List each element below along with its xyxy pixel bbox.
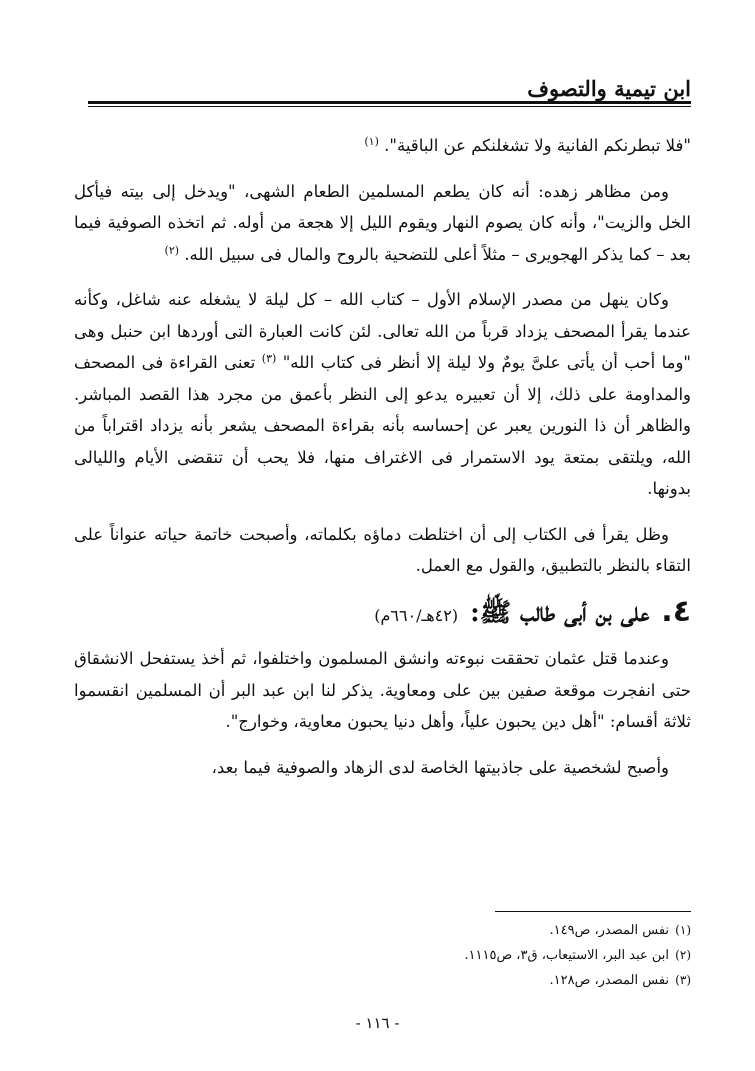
body-text	[74, 130, 691, 797]
footnote-number: (٣)	[675, 973, 691, 987]
paragraph-quote	[74, 130, 691, 162]
footnote-ref-2[interactable]: (٢)	[164, 243, 180, 257]
header-rule	[88, 101, 691, 104]
paragraph-ali-appeal	[74, 752, 691, 784]
paragraph-text: "فلا تبطرنكم الفانية ولا تشغلنكم عن الباقية".	[384, 136, 691, 155]
page-number: - ١١٦ -	[355, 1014, 400, 1032]
paragraph-text: وأصبح لشخصية على جاذبيتها الخاصة لدى الزهاد والصوفية فيما بعد،	[211, 757, 669, 777]
footnote-ref-3[interactable]: (٣)	[261, 352, 277, 365]
paragraph-text: وعندما قتل عثمان تحققت نبوءته وانشق المسلمون واختلفوا، ثم أخذ يستفحل الانشقاق حتى انفجرت موقعة صفين بين على ومعاوية. يذكر لنا ابن عبد البر أن المسلمين انقسموا ثلاثة أقسام: "أهل دين يحبون علياً، وأهل دنيا يحبون معاوية، وخوارج".	[74, 649, 691, 731]
section-title: على بن أبى طالب ﷺ:	[470, 597, 650, 628]
footnote-3	[200, 968, 691, 993]
paragraph-text: تعنى القراءة فى المصحف والمداومة على ذلك، إلا أن تعبيره يدعو إلى النظر بأعمق من مجرد هذا القصد المباشر. والظاهر أن ذا النورين يعبر عن إحساسه بأنه بقراءة المصحف يشعر بأنه يزداد اقتراباً من الله، ويلتقى بمتعة يود الاستمرار فى الاغتراف منها، فلا يحب أن تنقضى الأيام والليالى بدونها.	[74, 353, 691, 498]
footnote-1	[200, 918, 691, 943]
footnote-number: (١)	[675, 923, 691, 937]
footnotes	[200, 918, 691, 993]
footnote-text: نفس المصدر، ص١٢٨.	[549, 973, 670, 988]
footnote-separator	[495, 911, 691, 912]
footnote-number: (٢)	[675, 948, 691, 962]
paragraph-division	[74, 643, 691, 738]
section-heading	[74, 593, 691, 632]
section-number: ٤.	[661, 593, 691, 629]
footnote-2	[200, 943, 691, 968]
paragraph-asceticism	[74, 176, 691, 271]
footnote-ref-1[interactable]: (١)	[364, 135, 379, 148]
footnote-text: ابن عبد البر، الاستيعاب، ق٣، ص١١١٥.	[464, 948, 670, 963]
section-dates: (٤٢هـ/٦٦٠م)	[374, 605, 459, 625]
paragraph-text: وظل يقرأ فى الكتاب إلى أن اختلطت دماؤه بكلماته، وأصبحت خاتمة حياته عنواناً على التقاء بالنظر بالتطبيق، والقول مع العمل.	[74, 524, 691, 575]
footnote-text: نفس المصدر، ص١٤٩.	[549, 923, 670, 938]
paragraph-text: وكان ينهل من مصدر الإسلام الأول – كتاب الله – كل ليلة لا يشغله عنه شاغل، وكأنه عندما يقرأ المصحف يزداد قرباً من الله تعالى. لئن كانت العبارة التى أوردها ابن حنبل وهى "وما أحب أن يأتى علىَّ يومٌ ولا ليلة إلا أنظر فى كتاب الله"	[74, 290, 692, 372]
paragraph-text: ومن مظاهر زهده: أنه كان يطعم المسلمين الطعام الشهى، "ويدخل إلى بيته فيأكل الخل والزيت"، وأنه كان يصوم النهار ويقوم الليل إلا هجعة من أوله. ثم اتخذه الصوفية فيما بعد – كما يذكر الهجويرى – مثلاً أعلى للتضحية بالروح والمال فى سبيل الله.	[74, 181, 691, 264]
header-rule-thin	[88, 106, 691, 107]
paragraph-quran-reading	[74, 284, 691, 505]
paragraph-martyrdom	[74, 519, 691, 582]
running-title: ابن تيمية والتصوف	[527, 76, 691, 101]
